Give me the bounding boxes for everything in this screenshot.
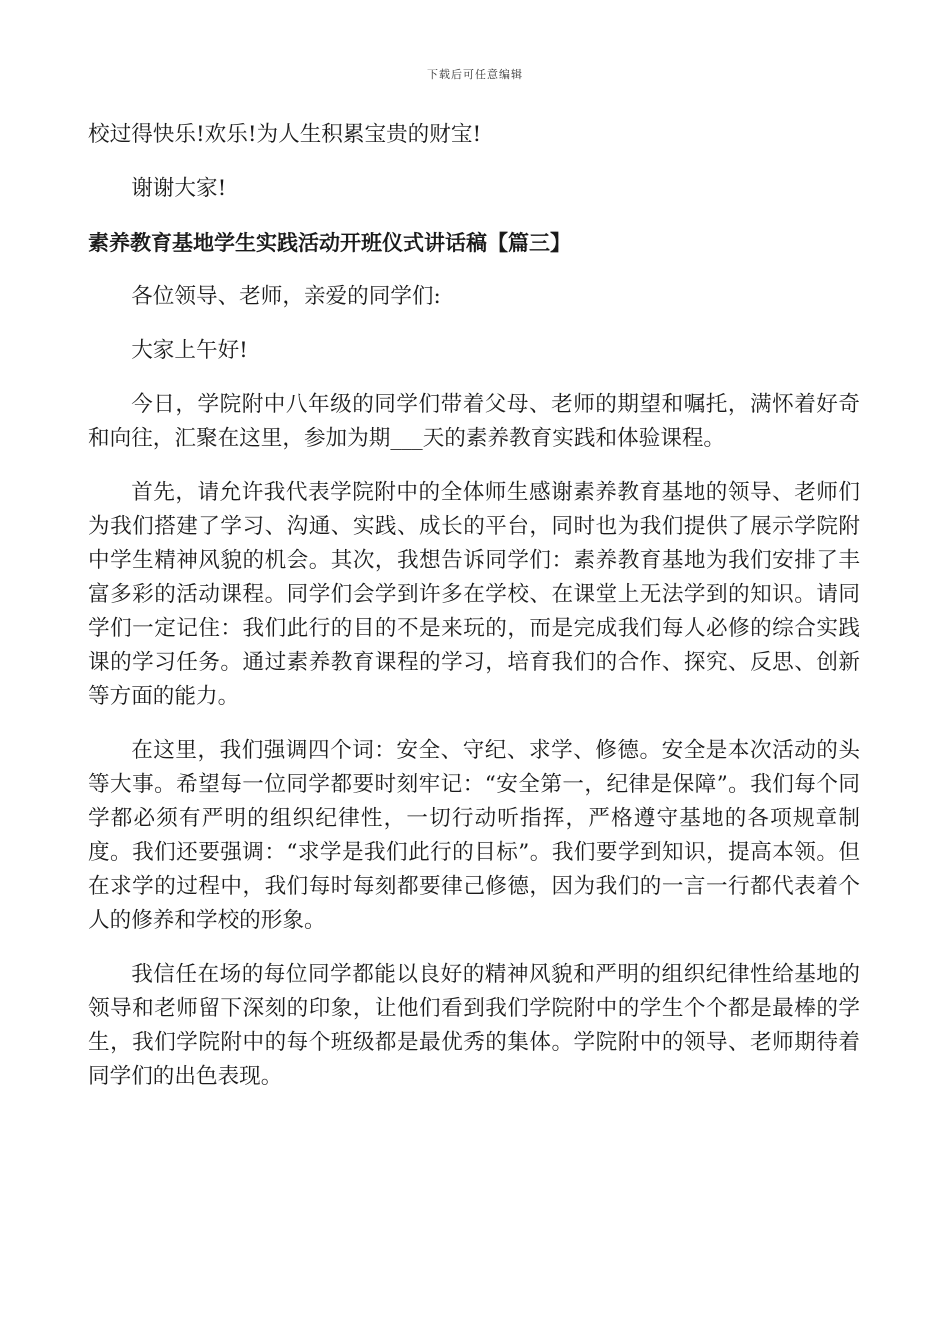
paragraph-greeting: 大家上午好! (131, 338, 248, 363)
paragraph-four-words: 在这里，我们强调四个词：安全、守纪、求学、修德。安全是本次活动的头等大事。希望每一位同学都要时刻牢记：“安全第一，纪律是保障”。我们每个同学都必须有严明的组织纪律性，一切行动听指挥，严格遵守基地的各项规章制度。我们还要强调：“求学是我们此行的目标”。我们要学到知识，提高本领。但在求学的过程中，我们每时每刻都要律己修德，因为我们的一言一行都代表着个人的修养和学校的形象。 (88, 738, 860, 933)
section-title: 素养教育基地学生实践活动开班仪式讲话稿【篇三】 (88, 230, 571, 255)
paragraph-thanks-base: 首先，请允许我代表学院附中的全体师生感谢素养教育基地的领导、老师们为我们搭建了学习、沟通、实践、成长的平台，同时也为我们提供了展示学院附中学生精神风貌的机会。其次，我想告诉同学们：素养教育基地为我们安排了丰富多彩的活动课程。同学们会学到许多在学校、在课堂上无法学到的知识。请同学们一定记住：我们此行的目的不是来玩的，而是完成我们每人必修的综合实践课的学习任务。通过素养教育课程的学习，培育我们的合作、探究、反思、创新等方面的能力。 (88, 480, 860, 709)
paragraph-intro: 今日，学院附中八年级的同学们带着父母、老师的期望和嘱托，满怀着好奇和向往，汇聚在这里，参加为期___天的素养教育实践和体验课程。 (88, 392, 860, 451)
paragraph-closing: 我信任在场的每位同学都能以良好的精神风貌和严明的组织纪律性给基地的领导和老师留下深刻的印象，让他们看到我们学院附中的学生个个都是最棒的学生，我们学院附中的每个班级都是最优秀的集体。学院附中的领导、老师期待着同学们的出色表现。 (88, 962, 860, 1089)
paragraph-salutation: 各位领导、老师，亲爱的同学们: (131, 284, 441, 309)
page-header: 下载后可任意编辑 (427, 68, 523, 81)
document-body (88, 118, 860, 1114)
paragraph-thanks: 谢谢大家! (131, 176, 227, 201)
paragraph-continuation: 校过得快乐!欢乐!为人生积累宝贵的财宝! (88, 122, 482, 147)
